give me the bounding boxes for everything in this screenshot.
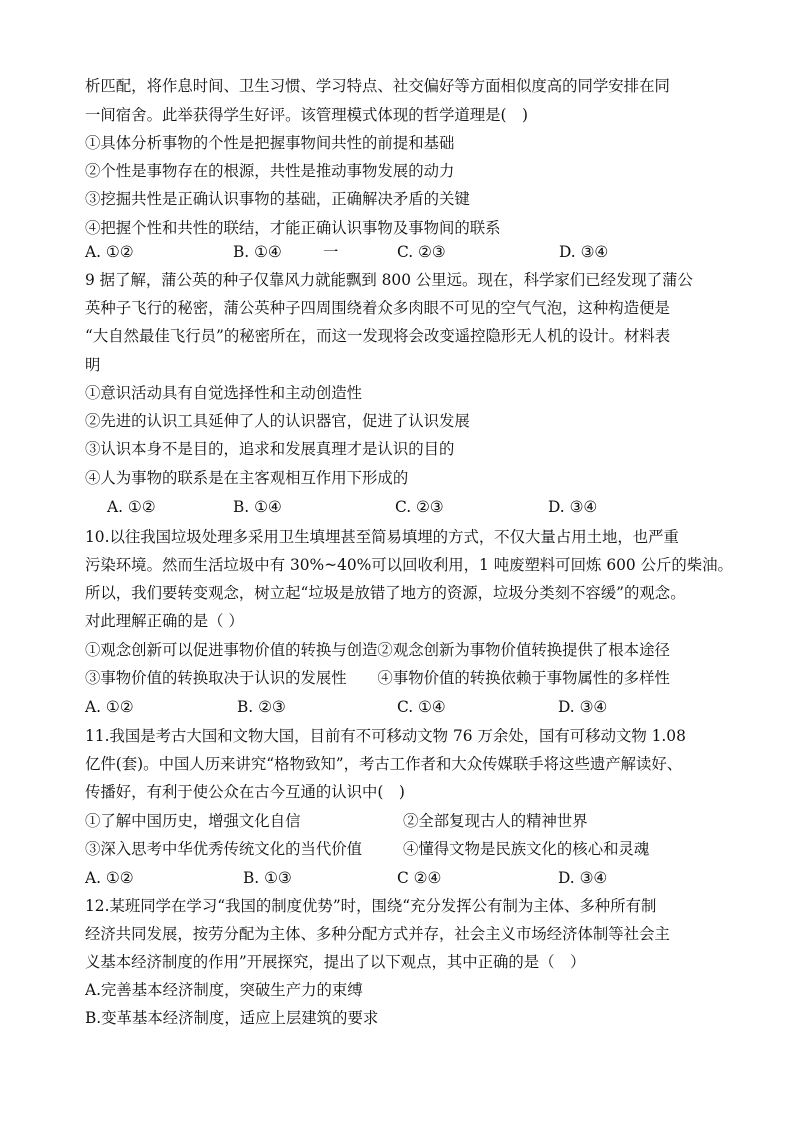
q8-stem-line-2: 一间宿舍。此举获得学生好评。该管理模式体现的哲学道理是( ) (85, 106, 528, 124)
q10-option-b: B. ②③ (237, 698, 286, 716)
q9-item-1: ①意识活动具有自觉选择性和主动创造性 (85, 384, 363, 402)
q8-option-c: C. ②③ (397, 243, 446, 261)
q8-option-b: B. ①④ (233, 243, 282, 261)
q11-item-2: ②全部复现古人的精神世界 (403, 812, 588, 830)
q9-item-4: ④人为事物的联系是在主客观相互作用下形成的 (85, 469, 409, 487)
q8-option-d: D. ③④ (559, 243, 609, 261)
q12-choice-a: A.完善基本经济制度，突破生产力的束缚 (85, 981, 363, 999)
q9-options (85, 497, 725, 517)
q11-options (85, 868, 725, 888)
q11-option-c: C ②④ (397, 869, 442, 887)
q11-option-d: D. ③④ (558, 869, 608, 887)
q12-stem-line-2: 经济共同发展，按劳分配为主体、多种分配方式并存，社会主义市场经济体制等社会主 (85, 925, 670, 943)
q8-options (85, 242, 725, 262)
q8-option-a: A. ①② (85, 243, 134, 261)
q8-item-4: ④把握个性和共性的联结，才能正确认识事物及事物间的联系 (85, 219, 501, 237)
q10-stem-line-2: 污染环境。然而生活垃圾中有 30%~40%可以回收利用，1 吨废塑料可回炼 600 公斤的柴油。 (85, 556, 733, 574)
q10-items-line-1: ①观念创新可以促进事物价值的转换与创造②观念创新为事物价值转换提供了根本途径 (85, 641, 670, 659)
q11-item-3: ③深入思考中华优秀传统文化的当代价值 (85, 840, 363, 858)
q12-choice-b: B.变革基本经济制度，适应上层建筑的要求 (85, 1009, 379, 1027)
q10-stem-line-4: 对此理解正确的是（ ） (85, 612, 244, 630)
q11-option-b: B. ①③ (243, 869, 292, 887)
q11-item-1: ①了解中国历史，增强文化自信 (85, 812, 301, 830)
q9-option-b: B. ①④ (233, 498, 282, 516)
q9-option-a: A. ①② (107, 498, 156, 516)
q9-item-3: ③认识本身不是目的，追求和发展真理才是认识的目的 (85, 440, 455, 458)
q8-item-2: ②个性是事物存在的根源，共性是推动事物发展的动力 (85, 162, 455, 180)
q10-option-a: A. ①② (85, 698, 134, 716)
q9-stem-line-1: 9 据了解，蒲公英的种子仅靠风力就能飘到 800 公里远。现在，科学家们已经发现了蒲公 (85, 271, 693, 289)
q11-items-row-1 (85, 811, 725, 831)
q11-option-a: A. ①② (85, 869, 134, 887)
q11-stem-line-1: 11.我国是考古大国和文物大国，目前有不可移动文物 76 万余处，国有可移动文物 1.08 (85, 727, 686, 745)
q11-stem-line-2: 亿件(套)。中国人历来讲究“格物致知”，考古工作者和大众传媒联手将这些遗产解读好、 (85, 755, 683, 773)
q9-stem-line-3: “大自然最佳飞行员”的秘密所在，而这一发现将会改变遥控隐形无人机的设计。材料表 (85, 327, 671, 345)
q8-item-3: ③挖掘共性是正确认识事物的基础，正确解决矛盾的关键 (85, 190, 470, 208)
q11-stem-line-3: 传播好，有利于使公众在古今互通的认识中( ) (85, 783, 405, 801)
q12-stem-line-1: 12.某班同学在学习“我国的制度优势”时，围绕“充分发挥公有制为主体、多种所有制 (85, 897, 657, 915)
q9-stem-line-4: 明 (85, 356, 101, 374)
q10-items-line-2: ③事物价值的转换取决于认识的发展性 ④事物价值的转换依赖于事物属性的多样性 (85, 669, 670, 687)
q9-option-c: C. ②③ (395, 498, 444, 516)
q10-option-d: D. ③④ (558, 698, 608, 716)
q9-option-d: D. ③④ (548, 498, 598, 516)
q10-stem-line-1: 10.以往我国垃圾处理多采用卫生填埋甚至简易填埋的方式，不仅大量占用土地，也严重 (85, 528, 679, 546)
q10-stem-line-3: 所以，我们要转变观念，树立起“垃圾是放错了地方的资源，垃圾分类刻不容缓”的观念。 (85, 584, 686, 602)
q8-stem-line-1: 析匹配，将作息时间、卫生习惯、学习特点、社交偏好等方面相似度高的同学安排在同 (85, 77, 670, 95)
q8-item-1: ①具体分析事物的个性是把握事物间共性的前提和基础 (85, 134, 455, 152)
q11-items-row-2 (85, 839, 725, 859)
q9-item-2: ②先进的认识工具延伸了人的认识器官，促进了认识发展 (85, 412, 470, 430)
q11-item-4: ④懂得文物是民族文化的核心和灵魂 (403, 840, 650, 858)
q9-stem-line-2: 英种子飞行的秘密，蒲公英种子四周围绕着众多肉眼不可见的空气气泡，这种构造便是 (85, 299, 670, 317)
q10-option-c: C. ①④ (397, 698, 446, 716)
q8-option-dash: 一 (323, 243, 339, 261)
q10-options (85, 697, 725, 717)
q12-stem-line-3: 义基本经济制度的作用”开展探究，提出了以下观点，其中正确的是（ ） (85, 953, 586, 971)
